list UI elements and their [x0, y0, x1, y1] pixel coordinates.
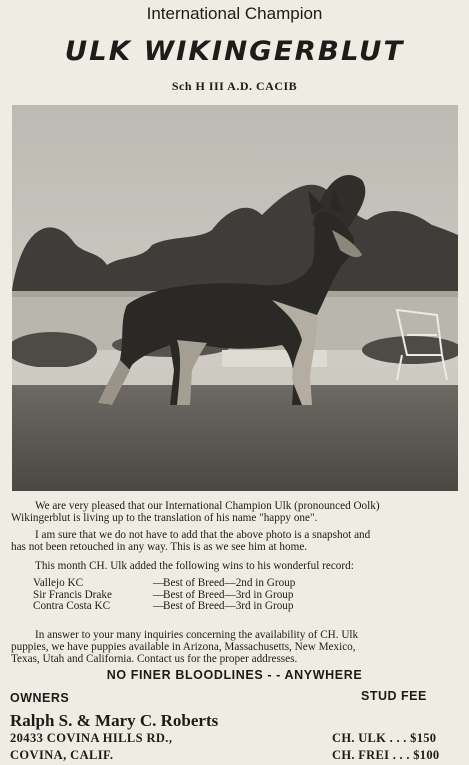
win-show: Contra Costa KC — [33, 600, 111, 612]
address-line-2: COVINA, CALIF. — [10, 748, 114, 762]
win-result: Best of Breed—2nd in Group — [163, 577, 296, 589]
puppies-paragraph — [11, 629, 460, 665]
stud-fee-frei: CH. FREI . . . $100 — [332, 748, 440, 762]
owners-heading: OWNERS — [10, 691, 70, 705]
owner-name: Ralph S. & Mary C. Roberts — [10, 711, 219, 730]
win-show: Sir Francis Drake — [33, 588, 112, 601]
win-show: Vallejo KC — [33, 577, 84, 589]
puppies-line-2: puppies, we have puppies available in Arizona, Massachusetts, New Mexico, — [11, 641, 356, 653]
address-line-1: 20433 COVINA HILLS RD., — [10, 731, 173, 745]
puppies-line-1: In answer to your many inquiries concerning the availability of CH. Ulk — [35, 629, 359, 641]
photo-note-paragraph — [11, 529, 460, 553]
dog-photo — [12, 105, 458, 491]
stud-fee-heading: STUD FEE — [361, 689, 427, 703]
win-result: Best of Breed—3rd in Group — [163, 588, 294, 601]
stud-fee-ulk: CH. ULK . . . $150 — [332, 731, 437, 745]
dog-photo-illustration — [12, 105, 458, 491]
puppies-line-3: Texas, Utah and California. Contact us for the proper addresses. — [11, 653, 298, 665]
wins-intro — [11, 560, 460, 572]
win-result: Best of Breed—3rd in Group — [163, 600, 294, 612]
wins-list — [33, 578, 295, 613]
win-dash: — — [153, 600, 165, 612]
intro-line-2: Wikingerblut is living up to the translation of his name "happy one". — [11, 512, 318, 524]
slogan: NO FINER BLOODLINES - - ANYWHERE — [106, 668, 363, 682]
win-row — [33, 601, 295, 613]
dog-titles: Sch H III A.D. CACIB — [171, 79, 298, 93]
win-dash: — — [153, 577, 165, 589]
subtitle: International Champion — [146, 4, 323, 23]
intro-paragraph — [11, 500, 460, 524]
win-row — [33, 578, 295, 590]
dog-name-title: ULK WIKINGERBLUT — [64, 36, 405, 67]
photo-note-line-1: I am sure that we do not have to add that the above photo is a snapshot and — [35, 529, 371, 541]
photo-note-line-2: has not been retouched in any way. This is as we see him at home. — [11, 541, 308, 553]
wins-intro-line: This month CH. Ulk added the following wins to his wonderful record: — [35, 560, 354, 572]
win-dash: — — [153, 588, 165, 601]
intro-line-1: We are very pleased that our International Champion Ulk (pronounced Oolk) — [35, 500, 380, 512]
